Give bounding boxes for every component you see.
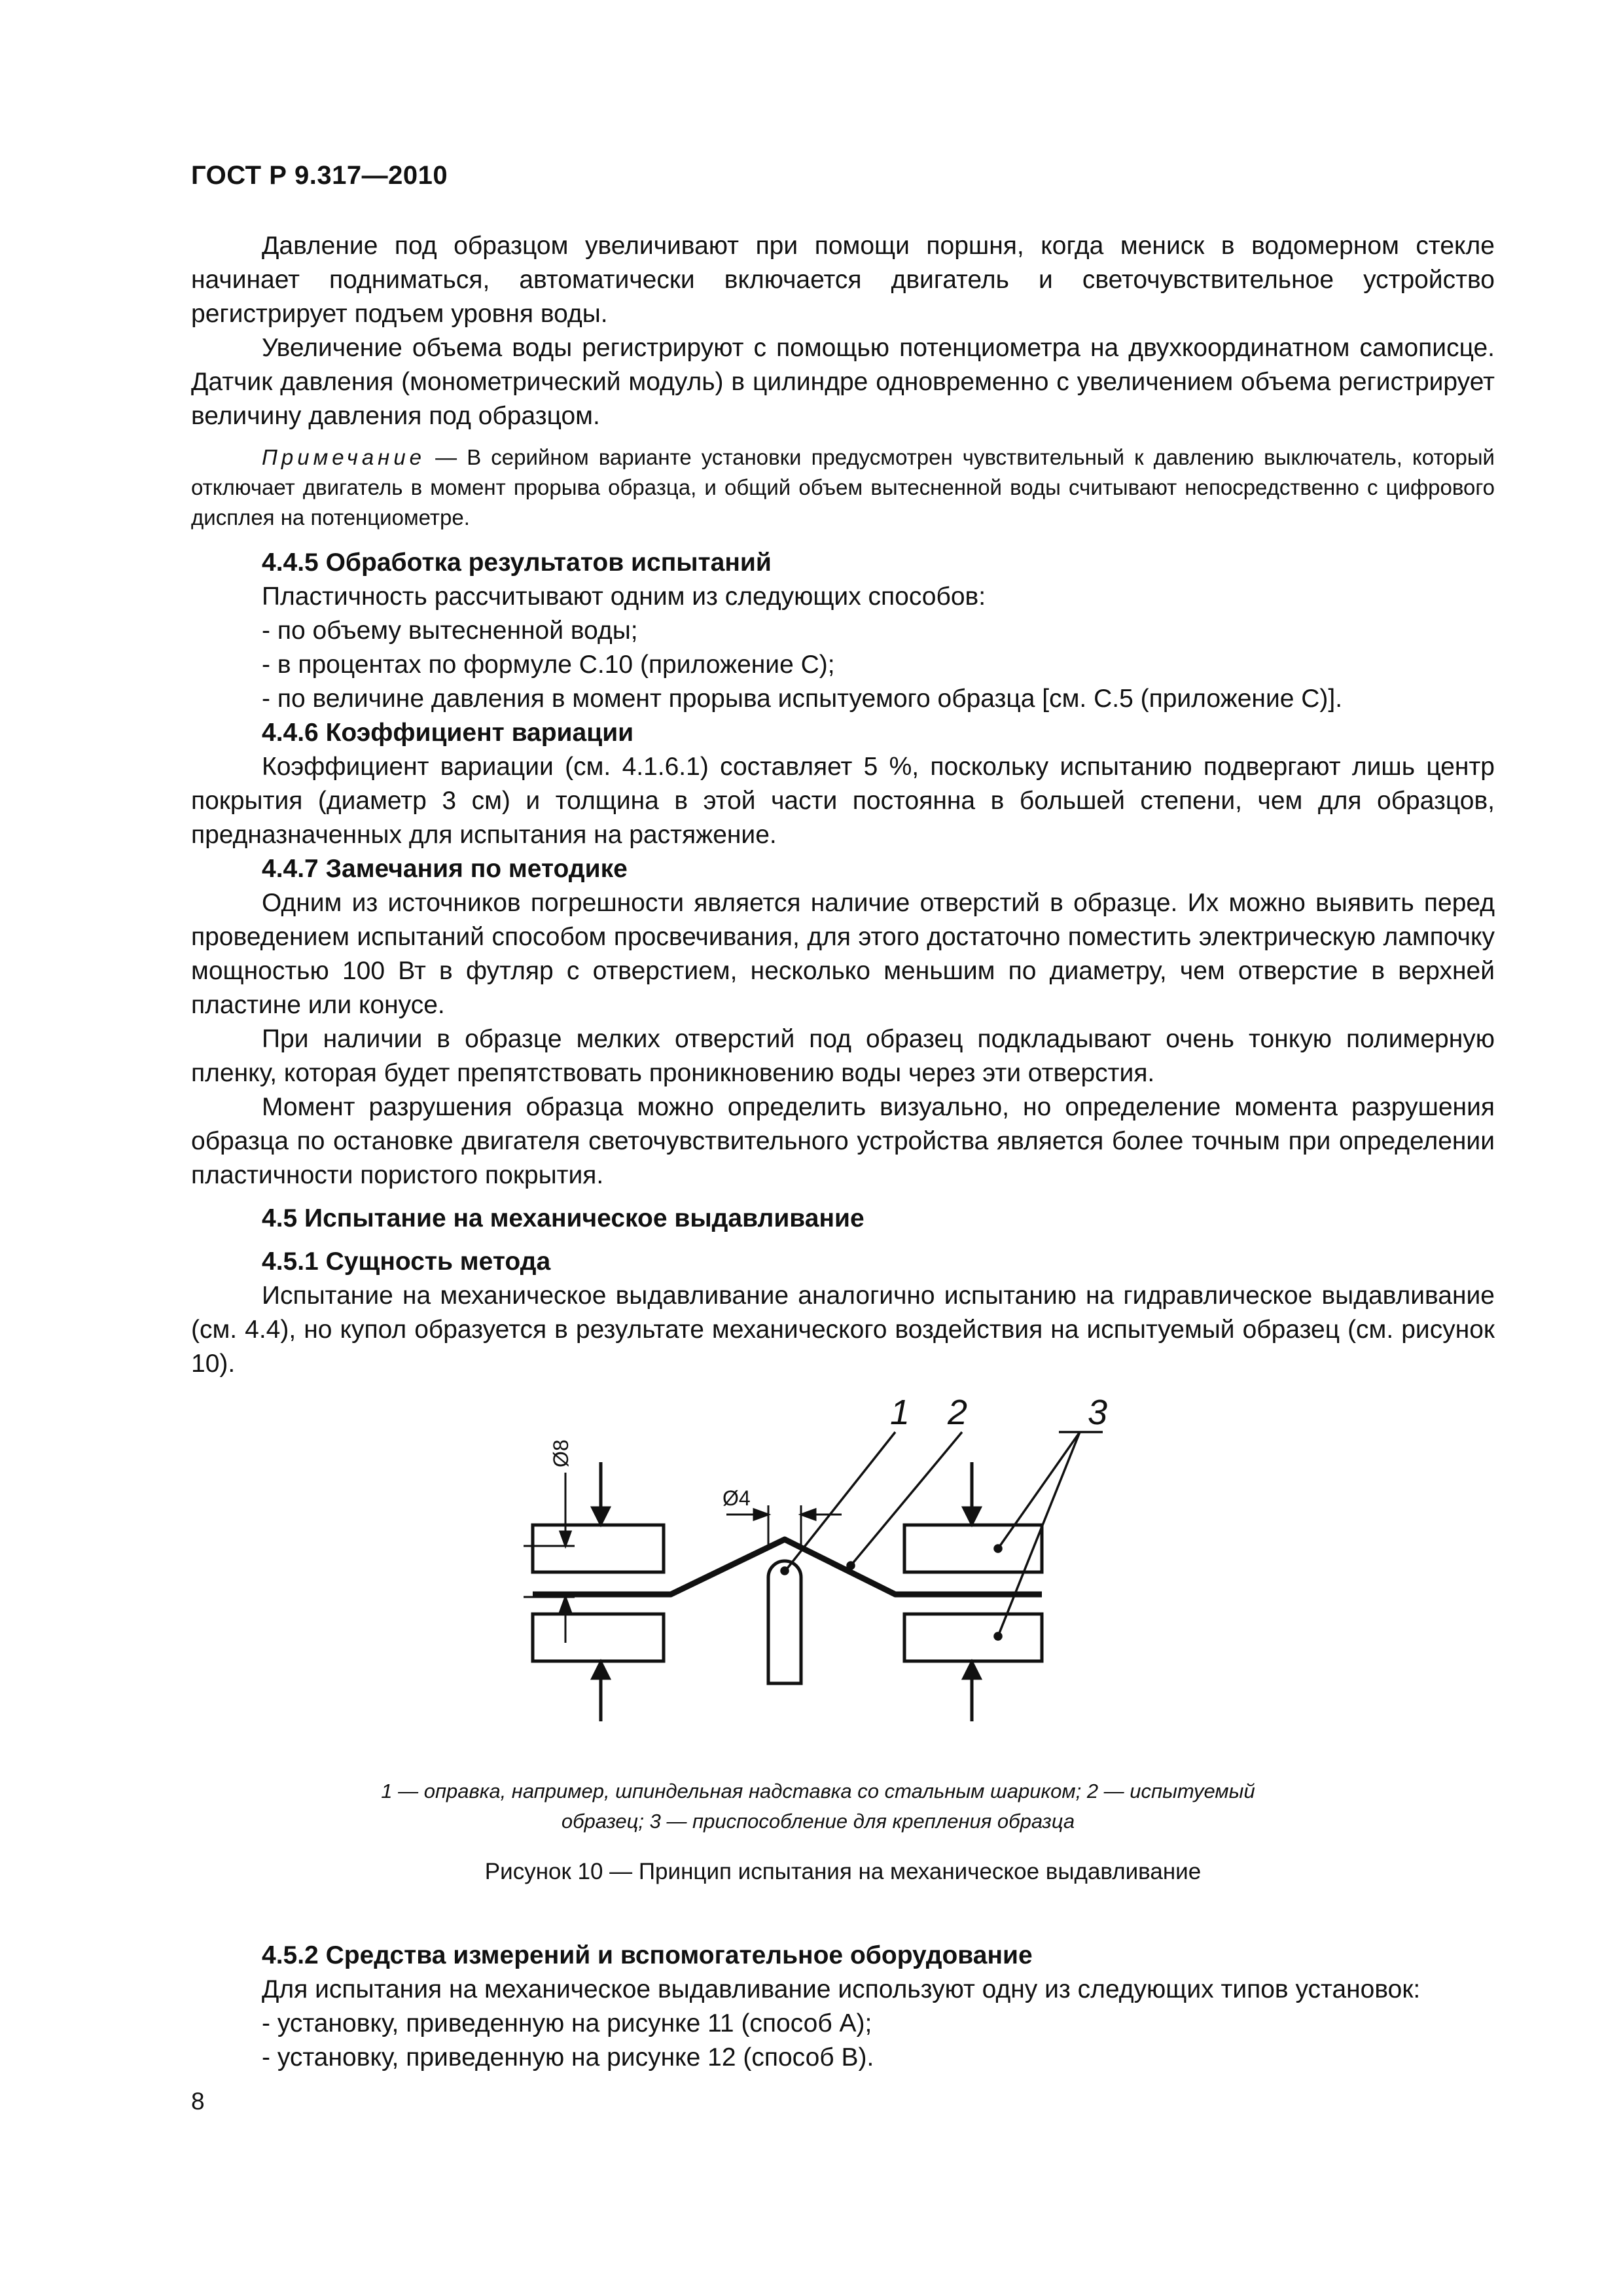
label-2: 2	[948, 1394, 968, 1432]
left-lower-clamp	[533, 1614, 664, 1661]
right-upper-clamp	[904, 1525, 1042, 1572]
document-header: ГОСТ Р 9.317—2010	[191, 161, 448, 190]
section-4-4-7-title: 4.4.7 Замечания по методике	[262, 855, 628, 883]
spindle-mandrel	[768, 1561, 801, 1683]
figure-title: Рисунок 10 — Принцип испытания на механическое выдавливание	[484, 1859, 1202, 1884]
label-3: 3	[1088, 1394, 1108, 1432]
figure-caption: 1 — оправка, например, шпиндельная надставка со стальным шариком; 2 — испытуемый образец; 3 — приспособление для крепления образца	[381, 1780, 1255, 1833]
note-label: Примечание	[262, 445, 426, 469]
section-4-5-2-intro: Для испытания на механическое выдавливание используют одну из следующих типов установок:	[262, 1975, 1421, 2003]
note-block	[191, 442, 1495, 533]
right-lower-clamp	[904, 1614, 1042, 1661]
paragraph-pressure: Давление под образцом увеличивают при помощи поршня, когда мениск в водомерном стекле начинает подниматься, автоматически включается двигатель и светочувствительное устройство регистрирует подъем уровня воды.	[191, 232, 1495, 328]
note-text: — В серийном варианте установки предусмотрен чувствительный к давлению выключатель, который отключает двигатель в момент прорыва образца, и общий объем вытесненной воды считывают непосредственно с цифрового дисплея на потенциометре.	[191, 445, 1495, 529]
paragraph-volume: Увеличение объема воды регистрируют с помощью потенциометра на двухкоординатном самописце. Датчик давления (монометрический модуль) в цилиндре одновременно с увеличением объема регистрирует величину давления под образцом.	[191, 334, 1495, 430]
section-4-4-5-intro: Пластичность рассчитывают одним из следующих способов:	[262, 583, 986, 611]
left-upper-clamp	[533, 1525, 664, 1572]
section-4-4-5-title: 4.4.5 Обработка результатов испытаний	[262, 548, 772, 577]
section-4-5-2-title: 4.5.2 Средства измерений и вспомогательное оборудование	[262, 1941, 1033, 1969]
list-item: - установку, приведенную на рисунке 11 (способ А);	[262, 2009, 872, 2037]
list-item: - по величине давления в момент прорыва испытуемого образца [см. С.5 (приложение С)].	[262, 685, 1343, 713]
section-4-5-title: 4.5 Испытание на механическое выдавливание	[262, 1204, 865, 1232]
dim-8-label: Ø8	[549, 1439, 573, 1467]
page-number: 8	[191, 2088, 205, 2115]
list-item: - в процентах по формуле С.10 (приложение С);	[262, 651, 835, 679]
section-4-4-6-title: 4.4.6 Коэффициент вариации	[262, 719, 634, 747]
section-4-4-6-text: Коэффициент вариации (см. 4.1.6.1) составляет 5 %, поскольку испытанию подвергают лишь центр покрытия (диаметр 3 см) и толщина в этой части постоянна в большей степени, чем для образцов, предназначенных для испытания на растяжение.	[191, 753, 1495, 849]
list-item: - установку, приведенную на рисунке 12 (способ В).	[262, 2043, 874, 2072]
section-4-5-1-title: 4.5.1 Сущность метода	[262, 1247, 551, 1276]
section-4-4-7-p3: Момент разрушения образца можно определить визуально, но определение момента разрушения образца по остановке двигателя светочувствительного устройства является более точным при определении пластичности пористого покрытия.	[191, 1093, 1495, 1189]
section-4-4-7-p1: Одним из источников погрешности является наличие отверстий в образце. Их можно выявить перед проведением испытаний способом просвечивания, для этого достаточно поместить электрическую лампочку мощностью 100 Вт в футляр с отверстием, несколько меньшим по диаметру, чем отверстие в верхней пластине или конусе.	[191, 889, 1495, 1019]
figure-10-diagram	[0, 1394, 1623, 1761]
list-item: - по объему вытесненной воды;	[262, 617, 638, 645]
dim-4-label: Ø4	[722, 1486, 751, 1510]
label-1: 1	[890, 1394, 910, 1432]
section-4-5-1-text: Испытание на механическое выдавливание аналогично испытанию на гидравлическое выдавливание (см. 4.4), но купол образуется в результате механического воздействия на испытуемый образец (см. рисунок 10).	[191, 1282, 1495, 1378]
section-4-4-7-p2: При наличии в образце мелких отверстий под образец подкладывают очень тонкую полимерную пленку, которая будет препятствовать проникновению воды через эти отверстия.	[191, 1025, 1495, 1087]
